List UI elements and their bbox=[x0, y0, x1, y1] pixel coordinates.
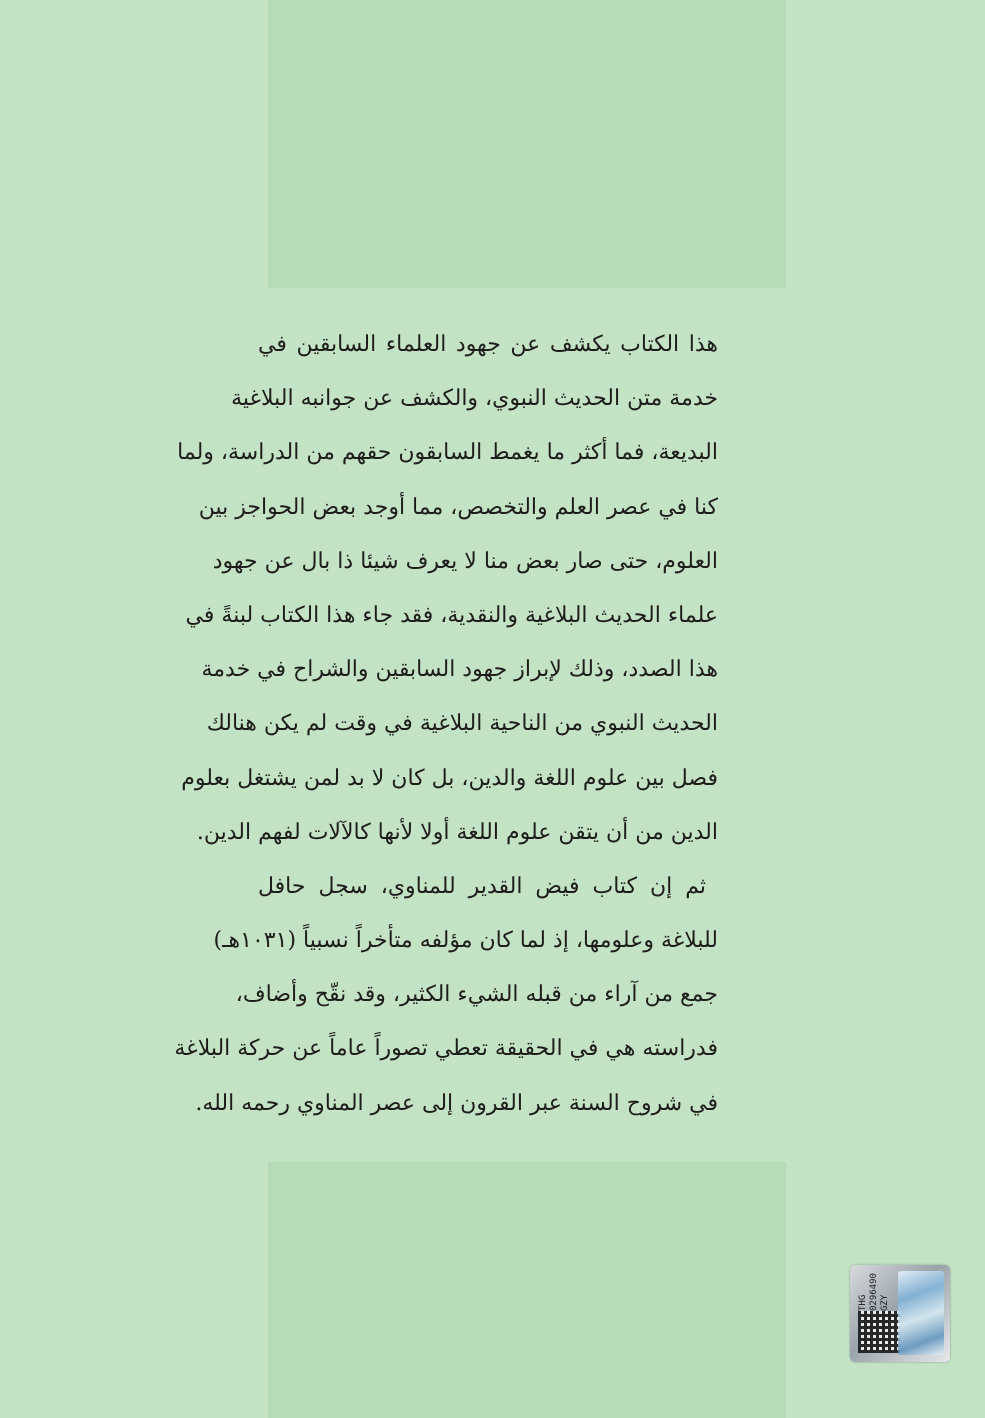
sticker-serial: THG 0296490 GZY bbox=[858, 1273, 890, 1311]
text-line: فدراسته هي في الحقيقة تعطي تصوراً عاماً عن حركة البلاغة bbox=[174, 1036, 718, 1062]
text-line: هذا الصدد، وذلك لإبراز جهود السابقين والشراح في خدمة bbox=[201, 657, 718, 683]
text-line: العلوم، حتى صار بعض منا لا يعرف شيئا ذا بال عن جهود bbox=[212, 548, 718, 574]
text-line: الدين من أن يتقن علوم اللغة أولا لأنها كالآلات لفهم الدين. bbox=[196, 819, 718, 845]
text-line: في شروح السنة عبر القرون إلى عصر المناوي رحمه الله. bbox=[195, 1090, 718, 1116]
text-line: كنا في عصر العلم والتخصص، مما أوجد بعض الحواجز بين bbox=[198, 494, 718, 520]
hologram-icon bbox=[898, 1271, 944, 1355]
back-cover-blurb bbox=[174, 318, 718, 1131]
text-line: هذا الكتاب يكشف عن جهود العلماء السابقين في bbox=[258, 332, 718, 357]
text-line: خدمة متن الحديث النبوي، والكشف عن جوانبه البلاغية bbox=[231, 386, 718, 412]
text-line: علماء الحديث البلاغية والنقدية، فقد جاء هذا الكتاب لبنةً في bbox=[185, 602, 718, 628]
text-line: جمع من آراء من قبله الشيء الكثير، وقد نقّح وأضاف، bbox=[235, 982, 718, 1008]
hologram-sticker bbox=[850, 1265, 950, 1362]
blurb-paragraph-1 bbox=[177, 318, 718, 860]
blurb-paragraph-2 bbox=[174, 860, 718, 1131]
qr-code-icon bbox=[858, 1311, 900, 1353]
top-color-panel bbox=[268, 0, 786, 288]
text-line: فصل بين علوم اللغة والدين، بل كان لا بد لمن يشتغل بعلوم bbox=[181, 765, 718, 791]
bottom-color-panel bbox=[268, 1162, 786, 1418]
text-line: الحديث النبوي من الناحية البلاغية في وقت لم يكن هنالك bbox=[206, 711, 718, 737]
text-line: للبلاغة وعلومها، إذ لما كان مؤلفه متأخراً نسبياً (١٠٣١هـ) bbox=[213, 928, 718, 954]
text-line: البديعة، فما أكثر ما يغمط السابقون حقهم من الدراسة، ولما bbox=[177, 440, 718, 466]
text-line: ثم إن كتاب فيض القدير للمناوي، سجل حافل bbox=[258, 873, 707, 899]
